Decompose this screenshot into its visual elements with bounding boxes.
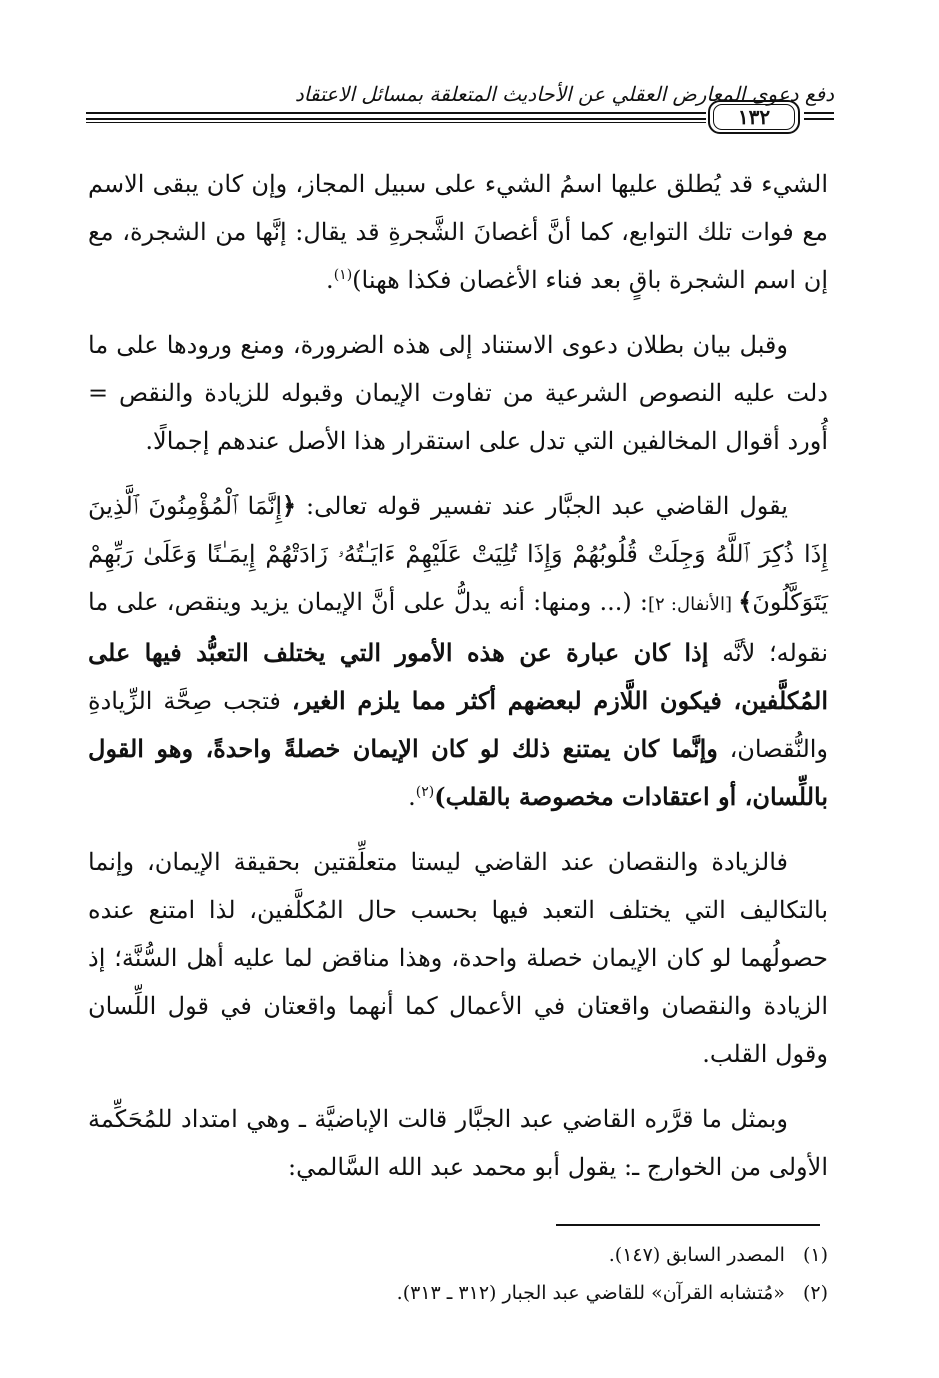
bold-quote: وإنَّما كان يمتنع ذلك لو كان الإيمان خصلةً واحدةً، وهو القول باللِّسان، أو اعتقادات مخصوصة بالقلب) <box>88 734 828 811</box>
paragraph-1: الشيء قد يُطلق عليها اسمُ الشيء على سبيل المجاز، وإن كان يبقى الاسم مع فوات تلك التوابع، كما أنَّ أغصانَ الشَّجرةِ قد يقال: إنَّها من الشجرة، مع إن اسم الشجرة باقٍ بعد فناء الأغصان فكذا ههنا)$^{(١)}$. <box>88 170 829 294</box>
header-rule <box>86 112 706 114</box>
header-rule <box>804 118 834 120</box>
main-text <box>88 160 828 1208</box>
page-number: ١٣٢ <box>713 104 795 130</box>
header-rule <box>804 112 834 114</box>
footnote-item <box>88 1274 828 1312</box>
bold-quote: إذا كان عبارة عن هذه الأمور التي يختلف التعبُّد فيها على المُكلَّفين، فيكون اللَّازم لبعضهم أكثر مما يلزم الغير، <box>88 638 828 715</box>
quran-bracket-close: ﴾ <box>738 587 753 616</box>
footnote-number: (١) <box>802 1244 828 1266</box>
verse-reference: [الأنفال: ٢] <box>647 594 739 615</box>
paragraph-4: فالزيادة والنقصان عند القاضي ليستا متعلِّقتين بحقيقة الإيمان، وإنما بالتكاليف التي يختلف التعبد فيها بحسب حال المُكلَّفين، لذا امتنع عنده حصولُهما لو كان الإيمان خصلة واحدة، وهذا مناقض لما عليه أهل السُّنَّة؛ إذ الزيادة والنقصان واقعتان في الأعمال كما أنهما واقعتان في قول اللِّسان وقول القلب. <box>88 848 828 1068</box>
paragraph-3: يقول القاضي عبد الجبَّار عند تفسير قوله تعالى: ﴿إِنَّمَا ٱلْمُؤْمِنُونَ ٱلَّذِينَ إِذَا ذُكِرَ ٱللَّهُ وَجِلَتْ قُلُوبُهُمْ وَإِذَا تُلِيَتْ عَلَيْهِمْ ءَايَـٰتُهُۥ زَادَتْهُمْ إِيمَـٰنًا وَعَلَىٰ رَبِّهِمْ يَتَوَكَّلُونَ﴾ [الأنفال: ٢]: (... ومنها: أنه يدلُّ على أنَّ الإيمان يزيد وينقص، على ما نقوله؛ لأنَّه إذا كان عبارة عن هذه الأمور التي يختلف التعبُّد فيها على المُكلَّفين، فيكون اللَّازم لبعضهم أكثر مما يلزم الغير، فتجب صِحَّة الزِّيادةِ والنُّقصان، وإنَّما كان يمتنع ذلك لو كان الإيمان خصلةً واحدةً، وهو القول باللِّسان، أو اعتقادات مخصوصة بالقلب)$^{(٢)}$. <box>88 491 829 811</box>
footnotes <box>88 1236 828 1312</box>
running-header <box>86 70 834 150</box>
footnote-marker: (١) <box>333 267 353 283</box>
footnote-marker: (٢) <box>415 784 435 800</box>
quran-verse: إِنَّمَا ٱلْمُؤْمِنُونَ ٱلَّذِينَ إِذَا ذُكِرَ ٱللَّهُ وَجِلَتْ قُلُوبُهُمْ وَإِذَا تُلِيَتْ عَلَيْهِمْ ءَايَـٰتُهُۥ زَادَتْهُمْ إِيمَـٰنًا وَعَلَىٰ رَبِّهِمْ يَتَوَكَّلُونَ <box>88 492 828 616</box>
footnote-number: (٢) <box>802 1282 828 1304</box>
footnote-divider <box>556 1224 820 1226</box>
paragraph-5: وبمثل ما قرَّره القاضي عبد الجبَّار قالت الإباضيَّة ـ وهي امتداد للمُحَكِّمة الأولى من الخوارج ـ: يقول أبو محمد عبد الله السَّالمي: <box>88 1105 828 1181</box>
header-rule <box>86 118 706 120</box>
book-title: دفع دعوى المعارض العقلي عن الأحاديث المتعلقة بمسائل الاعتقاد <box>294 82 834 106</box>
header-rule <box>86 122 706 123</box>
page-number-frame <box>708 100 800 134</box>
footnote-text: المصدر السابق (١٤٧). <box>608 1244 785 1266</box>
footnote-item <box>88 1236 828 1274</box>
footnote-text: «مُتشابه القرآن» للقاضي عبد الجبار (٣١٢ ـ ٣١٣). <box>396 1282 785 1304</box>
quran-bracket-open: ﴿ <box>282 491 297 520</box>
paragraph-2: وقبل بيان بطلان دعوى الاستناد إلى هذه الضرورة، ومنع ورودها على ما دلت عليه النصوص الشرعية من تفاوت الإيمان وقبوله للزيادة والنقص = أُورد أقوال المخالفين التي تدل على استقرار هذا الأصل عندهم إجمالًا. <box>88 331 828 455</box>
